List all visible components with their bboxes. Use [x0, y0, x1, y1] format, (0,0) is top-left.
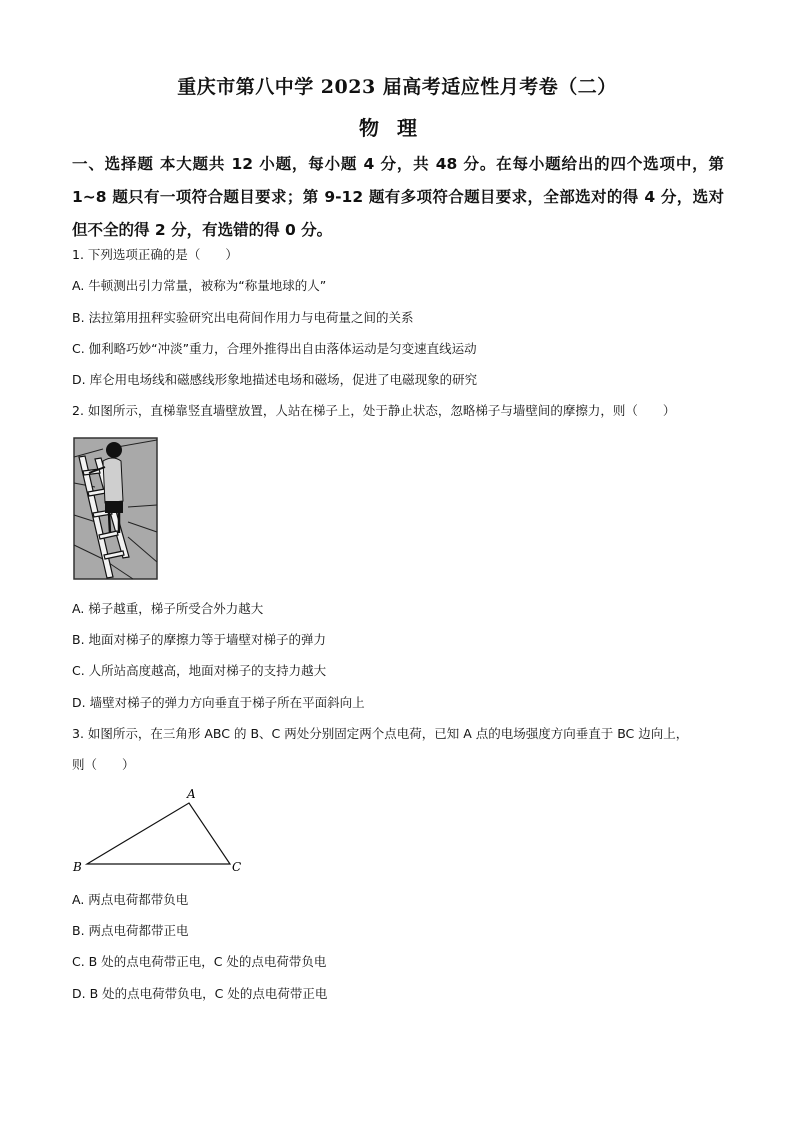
question-1-stem: 1. 下列选项正确的是（ ） [72, 247, 238, 262]
exam-title: 重庆市第八中学 2023 届高考适应性月考卷（二） [177, 76, 617, 98]
subject-heading: 物理 [359, 116, 435, 140]
question-2-option-a: A. 梯子越重，梯子所受合外力越大 [72, 601, 264, 616]
question-3-stem-line1: 3. 如图所示，在三角形 ABC 的 B、C 两处分别固定两个点电荷，已知 A 点的电场强度方向垂直于 BC 边向上， [72, 726, 689, 741]
question-3-stem-line2: 则（ ） [72, 757, 135, 772]
triangle-figure [70, 784, 250, 883]
question-1-option-a: A. 牛顿测出引力常量，被称为“称量地球的人” [72, 278, 327, 293]
ladder-figure [73, 437, 159, 585]
question-1-option-c: C. 伽利略巧妙“冲淡”重力，合理外推得出自由落体运动是匀变速直线运动 [72, 341, 477, 356]
question-3-option-a: A. 两点电荷都带负电 [72, 892, 189, 907]
question-3-option-b: B. 两点电荷都带正电 [72, 923, 189, 938]
question-1-option-b: B. 法拉第用扭秤实验研究出电荷间作用力与电荷量之间的关系 [72, 310, 414, 325]
vertex-a-label: A [187, 787, 196, 801]
question-2-stem: 2. 如图所示，直梯靠竖直墙壁放置，人站在梯子上，处于静止状态，忽略梯子与墙壁间的摩擦力，则（ ） [72, 403, 676, 418]
question-2-option-c: C. 人所站高度越高，地面对梯子的支持力越大 [72, 663, 327, 678]
question-2-option-b: B. 地面对梯子的摩擦力等于墙壁对梯子的弹力 [72, 632, 327, 647]
question-3-option-d: D. B 处的点电荷带负电，C 处的点电荷带正电 [72, 986, 328, 1001]
question-3-option-c: C. B 处的点电荷带正电，C 处的点电荷带负电 [72, 954, 327, 969]
vertex-b-label: B [73, 860, 82, 874]
section-instructions: 一、选择题 本大题共 12 小题，每小题 4 分，共 48 分。在每小题给出的四个选项中，第 1~8 题只有一项符合题目要求；第 9-12 题有多项符合题目要求，全部选对的得 4 分，选对但不全的得 2 分，有选错的得 0 分。 [72, 155, 724, 239]
vertex-c-label: C [232, 860, 242, 874]
question-1-option-d: D. 库仑用电场线和磁感线形象地描述电场和磁场，促进了电磁现象的研究 [72, 372, 478, 387]
question-2-option-d: D. 墙壁对梯子的弹力方向垂直于梯子所在平面斜向上 [72, 695, 365, 710]
